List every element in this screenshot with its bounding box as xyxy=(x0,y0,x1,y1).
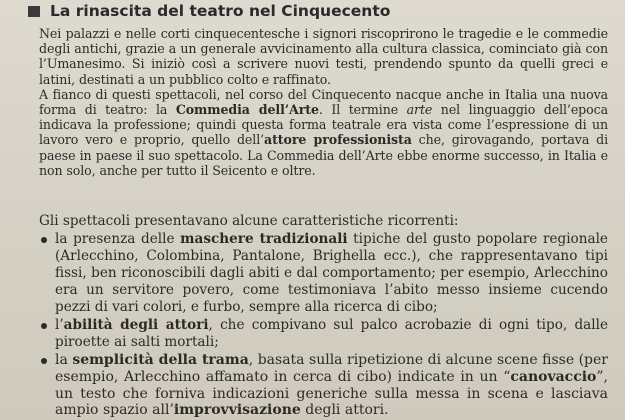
list-item xyxy=(39,352,608,419)
p2-part-e: nel linguaggio dell’epoca indicava la professione; quindi questa forma teatrale era vista come l’espressione di un lavoro vero e proprio, quello dell’ xyxy=(39,102,608,148)
item2-part-a: l’ xyxy=(55,317,64,333)
section-header xyxy=(28,1,390,21)
attore-professionista-term: attore professionista xyxy=(264,132,412,148)
p2-part-a: A fianco di questi spettacoli, nel corso del Cinquecento nacque anche in Italia una nuova forma di teatro: la xyxy=(39,86,608,118)
p2-part-c: . Il termine xyxy=(318,102,407,118)
item3-part-a: la xyxy=(55,352,73,368)
section-title: La rinascita del teatro nel Cinquecento xyxy=(50,2,391,20)
paragraph-1: Nei palazzi e nelle corti cinquecentesche i signori riscoprirono le tragedie e le commedie degli antichi, grazie a un generale avvicinamento alla cultura classica, cominciato già con l’Umanesimo. Si iniziò così a scrivere nuovi testi, prendendo spunto da quelli greci e latini, destinati a un pubblico colto e raffinato. xyxy=(39,26,608,87)
item3-part-e: ”, un testo che forniva indicazioni generiche sulla messa in scena e lasciava ampio spazio all’ xyxy=(55,368,608,419)
item1-part-a: la presenza delle xyxy=(55,231,181,247)
bullet-dot-icon xyxy=(41,323,47,329)
list-item xyxy=(39,231,608,316)
canovaccio-term: canovaccio xyxy=(510,368,597,385)
list-intro: Gli spettacoli presentavano alcune caratteristiche ricorrenti: xyxy=(39,213,459,229)
characteristics-list xyxy=(39,213,608,420)
section-square-icon xyxy=(28,6,40,17)
p2-part-g: che, girovagando, portava di paese in paese il suo spettacolo. La Commedia dell’Arte ebbe enorme successo, in Italia e non solo, anche per tutto il Seicento e oltre. xyxy=(39,132,608,178)
semplicita-trama-term: semplicità della trama xyxy=(72,352,249,368)
bullet-dot-icon xyxy=(41,237,47,243)
item3-part-c: , basata sulla ripetizione di alcune scene fisse (per esempio, Arlecchino affamato in cerca di cibo) indicate in un “ xyxy=(55,352,608,385)
body-text xyxy=(39,26,608,178)
list-item xyxy=(39,317,608,351)
bullet-dot-icon xyxy=(41,358,47,364)
item1-part-c: tipiche del gusto popolare regionale (Arlecchino, Colombina, Pantalone, Brighella ecc.), che rappresentavano tipi fissi, ben riconoscibili dagli abiti e dal comportamento; per esempio, Arlecchino era un servitore povero, come testimoniava l’abito messo insieme cucendo pezzi di vari colori, e furbo, sempre alla ricerca di cibo; xyxy=(55,231,608,315)
arte-term: arte xyxy=(406,102,433,118)
item2-part-c: , che compivano sul palco acrobazie di ogni tipo, dalle piroette ai salti mortali; xyxy=(55,317,608,350)
item3-part-g: degli attori. xyxy=(300,402,389,419)
maschere-tradizionali-term: maschere tradizionali xyxy=(180,231,348,247)
paragraph-2 xyxy=(39,87,608,178)
commedia-dell-arte-term: Commedia dell’Arte xyxy=(175,102,319,118)
improvvisazione-term: improvvisazione xyxy=(173,402,301,419)
abilita-attori-term: abilità degli attori xyxy=(63,317,209,333)
